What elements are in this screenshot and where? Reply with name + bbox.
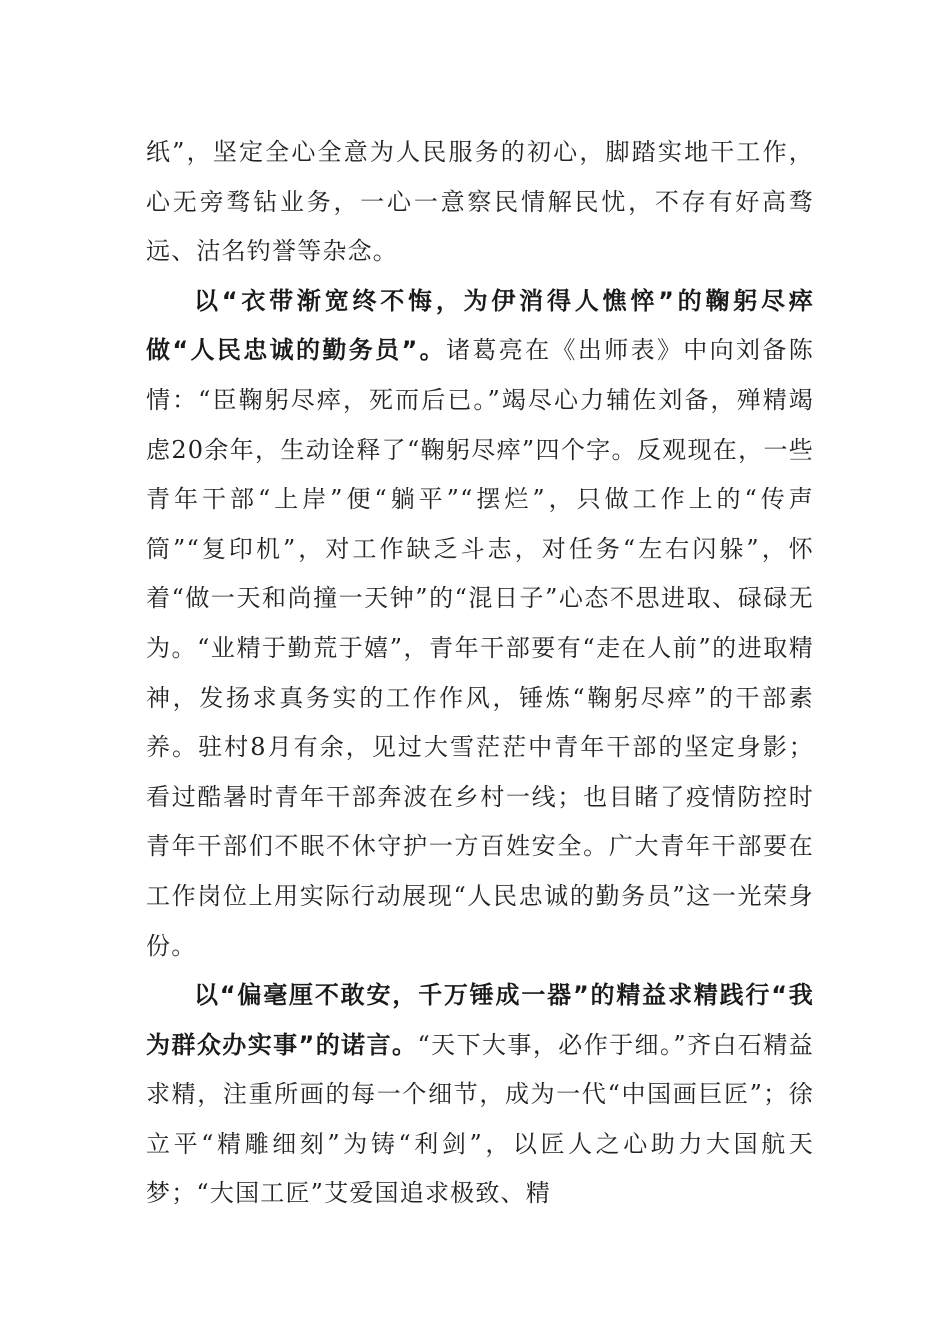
paragraph-text: 诸葛亮在《出师表》中向刘备陈情：“臣鞠躬尽瘁，死而后已。”竭尽心力辅佐刘备，殚精竭虑20余年，生动诠释了“鞠躬尽瘁”四个字。反观现在，一些青年干部“上岸”便“躺平”“摆烂”，只做工作上的“传声筒”“复印机”，对工作缺乏斗志，对任务“左右闪躲”，怀着“做一天和尚撞一天钟”的“混日子”心态不思进取、碌碌无为。“业精于勤荒于嬉”，青年干部要有“走在人前”的进取精神，发扬求真务实的工作作风，锤炼“鞠躬尽瘁”的干部素养。驻村8月有余，见过大雪茫茫中青年干部的坚定身影；看过酷暑时青年干部奔波在乡村一线；也目睹了疫情防控时青年干部们不眠不休守护一方百姓安全。广大青年干部要在工作岗位上用实际行动展现“人民忠诚的勤务员”这一光荣身份。 bbox=[146, 336, 814, 960]
paragraph-continued bbox=[146, 128, 814, 277]
paragraph-excellence bbox=[146, 971, 814, 1219]
paragraph-lead: 以“偏毫厘不敢安，千万锤成一器”的精益求精践行“我为群众办实事”的诺言。 bbox=[146, 981, 814, 1059]
document-body bbox=[146, 128, 814, 1219]
paragraph-text: 纸”，坚定全心全意为人民服务的初心，脚踏实地干工作，心无旁骛钻业务，一心一意察民情解民忧，不存有好高骛远、沽名钓誉等杂念。 bbox=[146, 138, 814, 266]
paragraph-lead: 以“衣带渐宽终不悔，为伊消得人憔悴”的鞠躬尽瘁做“人民忠诚的勤务员”。 bbox=[146, 286, 814, 365]
paragraph-text: “天下大事，必作于细。”齐白石精益求精，注重所画的每一个细节，成为一代“中国画巨匠”；徐立平“精雕细刻”为铸“利剑”，以匠人之心助力大国航天梦；“大国工匠”艾爱国追求极致、精 bbox=[146, 1030, 814, 1208]
paragraph-diligent-servant bbox=[146, 277, 814, 971]
